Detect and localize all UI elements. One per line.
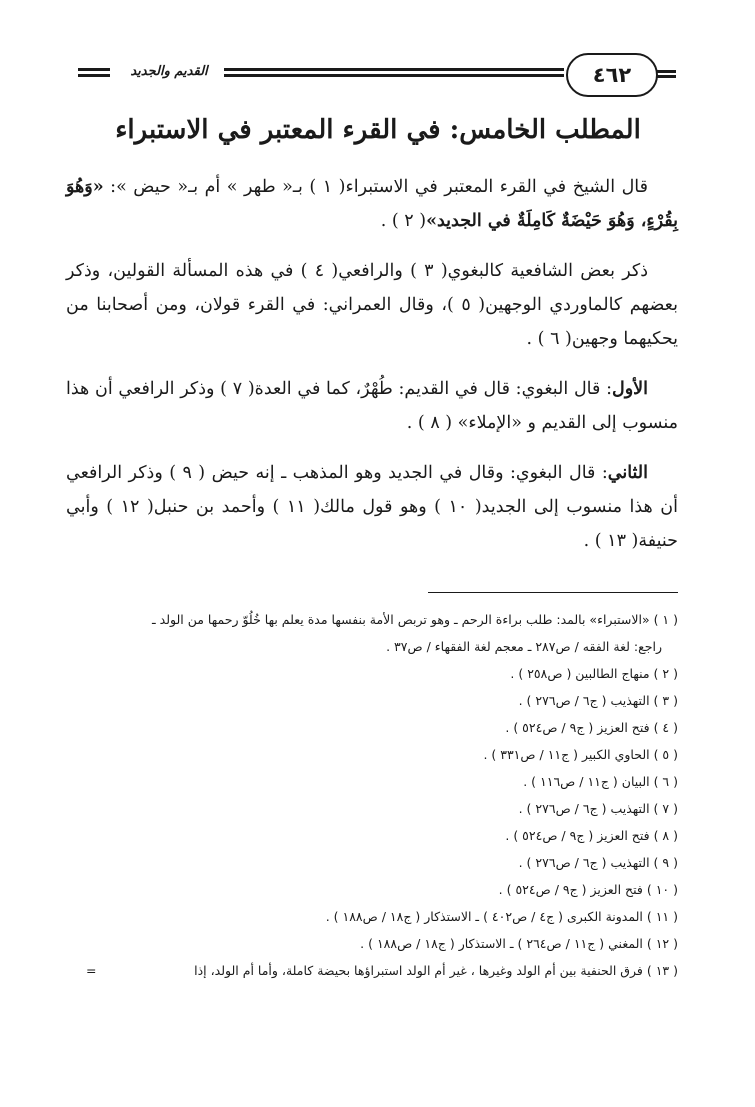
paragraph-3-text: : قال البغوي: قال في القديم: طُهْرٌ، كما في العدة( ٧ ) وذكر الرافعي أن هذا منسوب إلى القديم و «الإملاء» ( ٨ ) . — [66, 379, 678, 433]
footnote-4: ( ٤ ) فتح العزيز ( ج٩ / ص٥٢٤ ) . — [505, 720, 678, 735]
footnote-11: ( ١١ ) المدونة الكبرى ( ج٤ / ص٤٠٢ ) ـ الاستذكار ( ج١٨ / ص١٨٨ ) . — [325, 909, 678, 924]
footnote-6: ( ٦ ) البيان ( ج١١ / ص١١٦ ) . — [523, 774, 678, 789]
page-header — [78, 52, 676, 96]
paragraph-1-end: ( ٢ ) . — [380, 211, 427, 231]
paragraph-1-text: قال الشيخ في القرء المعتبر في الاستبراء( ١ ) بـ« طهر » أم بـ« حيض »: — [103, 177, 649, 197]
body-text — [66, 170, 678, 574]
footnote-13 — [86, 957, 678, 984]
footnote-10: ( ١٠ ) فتح العزيز ( ج٩ / ص٥٢٤ ) . — [498, 882, 678, 897]
section-title: المطلب الخامس: في القرء المعتبر في الاستبراء — [115, 115, 641, 145]
footnote-9: ( ٩ ) التهذيب ( ج٦ / ص٢٧٦ ) . — [518, 855, 678, 870]
header-rule-middle — [224, 68, 564, 78]
page-number: ٤٦٢ — [566, 53, 658, 97]
running-title: القديم والجديد — [130, 64, 208, 79]
paragraph-1-quote: «وَهُوَ بِقُرْءٍ، وَهُوَ حَيْضَةٌ كَامِلَةٌ في الجديد» — [66, 177, 678, 231]
footnote-3: ( ٣ ) التهذيب ( ج٦ / ص٢٧٦ ) . — [518, 693, 678, 708]
footnote-divider — [428, 592, 678, 593]
paragraph-3 — [66, 372, 678, 440]
header-rule-left — [78, 68, 110, 78]
header-rule-right — [656, 70, 676, 78]
footnote-7: ( ٧ ) التهذيب ( ج٦ / ص٢٧٦ ) . — [518, 801, 678, 816]
paragraph-3-label: الأول — [611, 379, 648, 399]
footnote-1: ( ١ ) «الاستبراء» بالمد: طلب براءة الرحم ـ وهو تربص الأمة بنفسها مدة يعلم بها خُلُوّ رحمها من الولد ـ — [152, 612, 678, 627]
continuation-mark: = — [86, 963, 97, 978]
footnote-1-continued: راجع: لغة الفقه / ص٢٨٧ ـ معجم لغة الفقهاء / ص٣٧ . — [386, 639, 662, 654]
paragraph-4-label: الثاني — [607, 463, 648, 483]
footnote-8: ( ٨ ) فتح العزيز ( ج٩ / ص٥٢٤ ) . — [505, 828, 678, 843]
footnote-13-text: ( ١٣ ) فرق الحنفية بين أم الولد وغيرها ، غير أم الولد استبراؤها بحيضة كاملة، وأما أم الولد، إذا — [194, 963, 678, 978]
paragraph-4-text: : قال البغوي: وقال في الجديد وهو المذهب ـ إنه حيض ( ٩ ) وذكر الرافعي أن هذا منسوب إلى الجديد( ١٠ ) وهو قول مالك( ١١ ) وأحمد بن حنبل( ١٢ ) وأبي حنيفة( ١٣ ) . — [66, 463, 678, 551]
footnote-5: ( ٥ ) الحاوي الكبير ( ج١١ / ص٣٣١ ) . — [483, 747, 678, 762]
paragraph-1 — [66, 170, 678, 238]
footnote-2: ( ٢ ) منهاج الطالبين ( ص٢٥٨ ) . — [510, 666, 678, 681]
paragraph-2: ذكر بعض الشافعية كالبغوي( ٣ ) والرافعي( ٤ ) في هذه المسألة القولين، وذكر بعضهم كالماوردي الوجهين( ٥ )، وقال العمراني: في القرء قولان، ومن أصحابنا من يحكيهما وجهين( ٦ ) . — [66, 261, 678, 349]
footnote-12: ( ١٢ ) المغني ( ج١١ / ص٢٦٤ ) ـ الاستذكار ( ج١٨ / ص١٨٨ ) . — [360, 936, 678, 951]
footnotes — [86, 606, 678, 984]
paragraph-4 — [66, 456, 678, 558]
